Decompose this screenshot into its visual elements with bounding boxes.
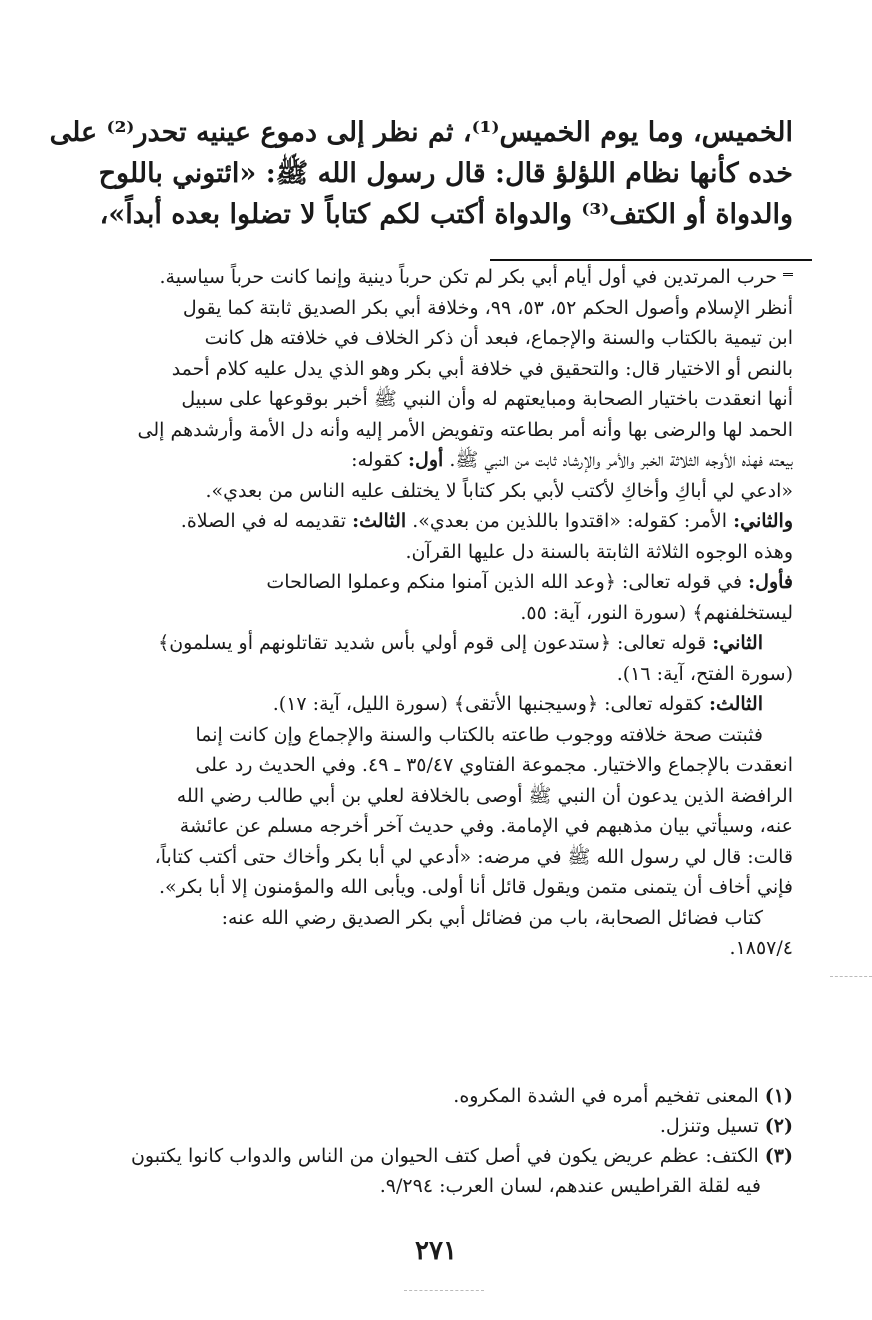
note-keyword: الثالث: — [352, 510, 407, 532]
note-keyword: أول: — [408, 449, 444, 471]
page-number: ٢٧١ — [415, 1236, 457, 1266]
continuation-mark-icon — [783, 273, 793, 284]
note-text: حرب المرتدين في أول أيام أبي بكر لم تكن حرباً دينية وإنما كانت حرباً سياسية. — [159, 266, 777, 288]
continued-note-block — [60, 262, 793, 964]
scan-artifact — [830, 976, 872, 977]
main-paragraph — [49, 112, 793, 235]
note-keyword: فأول: — [748, 571, 793, 593]
footnote-text: الكتف: عظم عريض يكون في أصل كتف الحيوان من الناس والدواب كانوا يكتبون — [130, 1145, 759, 1167]
note-line: فثبتت صحة خلافته ووجوب طاعته بالكتاب والسنة والإجماع وإن كانت إنما — [195, 723, 763, 746]
note-line — [60, 262, 793, 293]
note-line: عنه، وسيأتي بيان مذهبهم في الإمامة. وفي حديث آخر أخرجه مسلم عن عائشة — [179, 815, 793, 837]
main-text-block — [49, 112, 793, 235]
note-line: انعقدت بالإجماع والاختيار. مجموعة الفتاوي ٣٥/٤٧ ـ ٤٩. وفي الحديث رد على — [195, 754, 793, 776]
main-line: الخميس، وما يوم الخميس⁽¹⁾، ثم نظر إلى دموع عينيه تحدر⁽²⁾ على — [49, 117, 793, 148]
note-keyword: الثاني: — [712, 632, 763, 654]
note-line — [60, 445, 793, 476]
note-line — [60, 689, 793, 720]
note-line: وهذه الوجوه الثلاثة الثابتة بالسنة دل عليها القرآن. — [405, 540, 793, 563]
note-text: في قوله تعالى: ﴿وعد الله الذين آمنوا منكم وعملوا الصالحات — [266, 571, 743, 593]
scan-artifact — [404, 1290, 484, 1291]
footnote-number: (٣) — [764, 1145, 793, 1167]
note-line — [60, 567, 793, 598]
footnote-number: (٢) — [764, 1115, 793, 1137]
note-line: (سورة الفتح، آية: ١٦). — [616, 662, 793, 685]
note-line: بالنص أو الاختيار قال: والتحقيق في خلافة أبي بكر وهو الذي يدل عليه كلام أحمد — [171, 357, 793, 380]
main-line: خده كأنها نظام اللؤلؤ قال: قال رسول الله ﷺ: «ائتوني باللوح — [98, 158, 793, 189]
note-line: فإني أخاف أن يتمنى متمن ويقول قائل أنا أولى. ويأبى الله والمؤمنون إلا أبا بكر». — [159, 876, 793, 898]
footnote-separator — [490, 259, 812, 261]
footnote-text: تسيل وتنزل. — [659, 1115, 759, 1137]
footnote-3-continuation: فيه لقلة القراطيس عندهم، لسان العرب: ٩/٢٩٤. — [379, 1175, 761, 1197]
note-line: ابن تيمية بالكتاب والسنة والإجماع، فبعد أن ذكر الخلاف في خلافته هل كانت — [204, 327, 793, 349]
note-line: أنظر الإسلام وأصول الحكم ٥٢، ٥٣، ٩٩، وخلافة أبي بكر الصديق ثابتة كما يقول — [182, 296, 793, 319]
note-line: قالت: قال لي رسول الله ﷺ في مرضه: «أدعي لي أبا بكر وأخاك حتى أكتب كتاباً، — [154, 845, 793, 868]
footnote-number: (١) — [764, 1085, 793, 1107]
note-line: أنها انعقدت باختيار الصحابة ومبايعتهم له وأن النبي ﷺ أخبر بوقوعها على سبيل — [181, 388, 793, 410]
note-line: الحمد لها والرضى بها وأنه أمر بطاعته وتفويض الأمر إليه وأنه دل الأمة وأرشدهم إلى — [137, 418, 793, 441]
note-text: قوله تعالى: ﴿ستدعون إلى قوم أولي بأس شديد تقاتلونهم أو يسلمون﴾ — [158, 632, 707, 654]
note-text: كقوله: — [351, 449, 402, 471]
note-text: كقوله تعالى: ﴿وسيجنبها الأتقى﴾ (سورة الليل، آية: ١٧). — [272, 693, 703, 715]
note-line: الرافضة الذين يدعون أن النبي ﷺ أوصى بالخلافة لعلي بن أبي طالب رضي الله — [176, 784, 793, 807]
note-text: الأمر: كقوله: «اقتدوا باللذين من بعدي». — [412, 510, 728, 532]
footnote-3 — [60, 1141, 793, 1171]
note-text: تقديمه له في الصلاة. — [180, 510, 347, 532]
footnote-2 — [60, 1111, 793, 1141]
note-text: بيعته فهذه الأوجه الثلاثة الخبر والأمر والإرشاد ثابت من النبي ﷺ. — [449, 449, 793, 471]
main-line: والدواة أو الكتف⁽³⁾ والدواة أكتب لكم كتاباً لا تضلوا بعده أبداً»، — [99, 199, 793, 230]
footnote-1 — [60, 1081, 793, 1111]
note-line: ليستخلفنهم﴾ (سورة النور، آية: ٥٥. — [520, 601, 793, 624]
note-line: كتاب فضائل الصحابة، باب من فضائل أبي بكر الصديق رضي الله عنه: — [221, 906, 763, 929]
note-keyword: والثاني: — [733, 510, 793, 532]
note-line: «ادعي لي أباكِ وأخاكِ لأكتب لأبي بكر كتاباً لا يختلف عليه الناس من بعدي». — [205, 479, 793, 502]
note-line — [60, 628, 793, 659]
note-line — [60, 506, 793, 537]
note-keyword: الثالث: — [708, 693, 763, 715]
footnotes-block — [60, 1081, 793, 1201]
footnote-text: المعنى تفخيم أمره في الشدة المكروه. — [453, 1085, 759, 1107]
note-line: ١٨٥٧/٤. — [729, 937, 793, 959]
